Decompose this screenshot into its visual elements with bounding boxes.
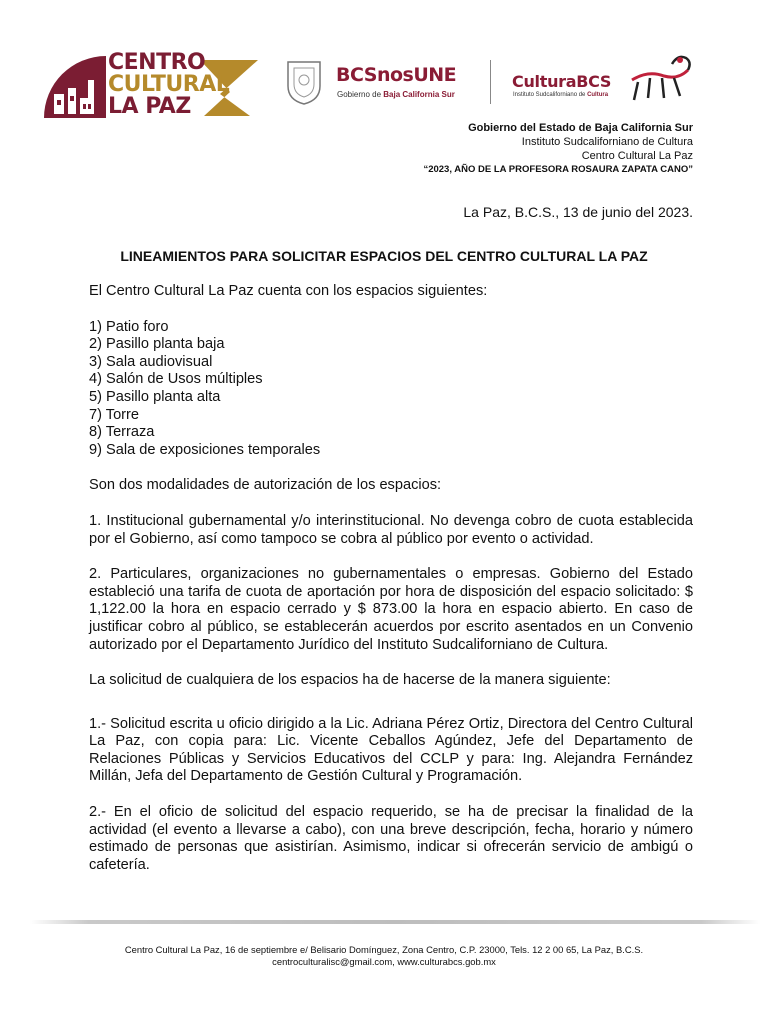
request-step-1: 1.- Solicitud escrita u oficio dirigido a la Lic. Adriana Pérez Ortiz, Directora del Centro Cultural La Paz, con copia para: Lic. Vicente Ceballos Agúndez, Jefe del Departamento de Relaciones Públicas y Servicios Educativos del CCLP y para: Ing. Alejandra Fernández Millán, Jefa del Departamento de Gestión Cultural y Programación. xyxy=(89,715,693,785)
bcs-logo-subtitle: Gobierno de Baja California Sur xyxy=(337,90,455,99)
list-item: 7) Torre xyxy=(89,406,140,423)
ccl-logo-line1: CENTRO xyxy=(108,50,206,75)
list-item: 2) Pasillo planta baja xyxy=(89,336,225,353)
bcs-logo-title: BCSnosUNE xyxy=(336,64,457,86)
spaces-intro: El Centro Cultural La Paz cuenta con los espacios siguientes: xyxy=(89,283,488,299)
list-item: 8) Terraza xyxy=(89,424,155,441)
modalities-intro: Son dos modalidades de autorización de los espacios: xyxy=(89,477,442,494)
institution-year-motto: “2023, AÑO DE LA PROFESORA ROSAURA ZAPATA CANO” xyxy=(423,164,693,175)
bcs-nos-une-logo xyxy=(282,58,472,108)
institution-institute: Instituto Sudcaliforniano de Cultura xyxy=(521,136,693,148)
cultura-logo-title: CulturaBCS xyxy=(512,72,612,91)
document-date: La Paz, B.C.S., 13 de junio del 2023. xyxy=(463,204,693,220)
list-item: 3) Sala audiovisual xyxy=(89,353,213,370)
footer-contact: centroculturalisc@gmail.com, www.culturabcs.gob.mx xyxy=(272,956,496,967)
institution-block xyxy=(423,121,693,177)
logo-divider xyxy=(490,60,491,104)
request-intro: La solicitud de cualquiera de los espacios ha de hacerse de la manera siguiente: xyxy=(89,672,611,689)
institution-center: Centro Cultural La Paz xyxy=(581,150,693,162)
document-body xyxy=(89,283,693,874)
list-item: 1) Patio foro xyxy=(89,318,169,335)
list-item: 5) Pasillo planta alta xyxy=(89,388,221,405)
cultura-bcs-logo xyxy=(512,52,698,108)
document-title: LINEAMIENTOS PARA SOLICITAR ESPACIOS DEL CENTRO CULTURAL LA PAZ xyxy=(120,248,648,264)
state-coat-of-arms-icon xyxy=(282,58,326,106)
centro-cultural-logo xyxy=(44,50,260,122)
modality-2: 2. Particulares, organizaciones no gubernamentales o empresas. Gobierno del Estado estableció una tarifa de cuota de aportación por hora de disposición del espacio solicitado: $ 1,122.00 la hora en espacio cerrado y $ 873.00 la hora en espacio abierto. En caso de justificar cobro al público, se establecerán acuerdos por escrito asentados en un Convenio autorizado por el Departamento Jurídico del Instituto Sudcaliforniano de Cultura. xyxy=(89,566,693,653)
letterhead xyxy=(0,40,768,120)
cultura-logo-subtitle: Instituto Sudcaliforniano de Cultura xyxy=(513,92,609,98)
ccl-logo-line3: LA PAZ xyxy=(108,94,191,119)
footer-address: Centro Cultural La Paz, 16 de septiembre e/ Belisario Domínguez, Zona Centro, C.P. 23000, Tels. 12 2 00 65, La Paz, B.C.S. xyxy=(124,944,644,955)
modality-1: 1. Institucional gubernamental y/o interinstitucional. No devenga cobro de cuota establecida por el Gobierno, así como tampoco se cobra al público por evento o actividad. xyxy=(89,512,693,547)
footer-divider xyxy=(30,920,760,924)
cultura-figure-icon xyxy=(628,50,696,104)
institution-government: Gobierno del Estado de Baja California Sur xyxy=(468,122,693,134)
request-step-2: 2.- En el oficio de solicitud del espacio requerido, se ha de precisar la finalidad de la actividad (el evento a llevarse a cabo), con una breve descripción, fecha, horario y número estimado de personas que asistirían. Asimismo, indicar si ofrecerán servicio de ambigú o cafetería. xyxy=(89,804,693,873)
ccl-logo-line2: CULTURAL xyxy=(108,72,230,97)
list-item: 9) Sala de exposiciones temporales xyxy=(89,441,321,458)
list-item: 4) Salón de Usos múltiples xyxy=(89,371,263,388)
spaces-list xyxy=(89,319,693,460)
footer xyxy=(0,944,768,968)
